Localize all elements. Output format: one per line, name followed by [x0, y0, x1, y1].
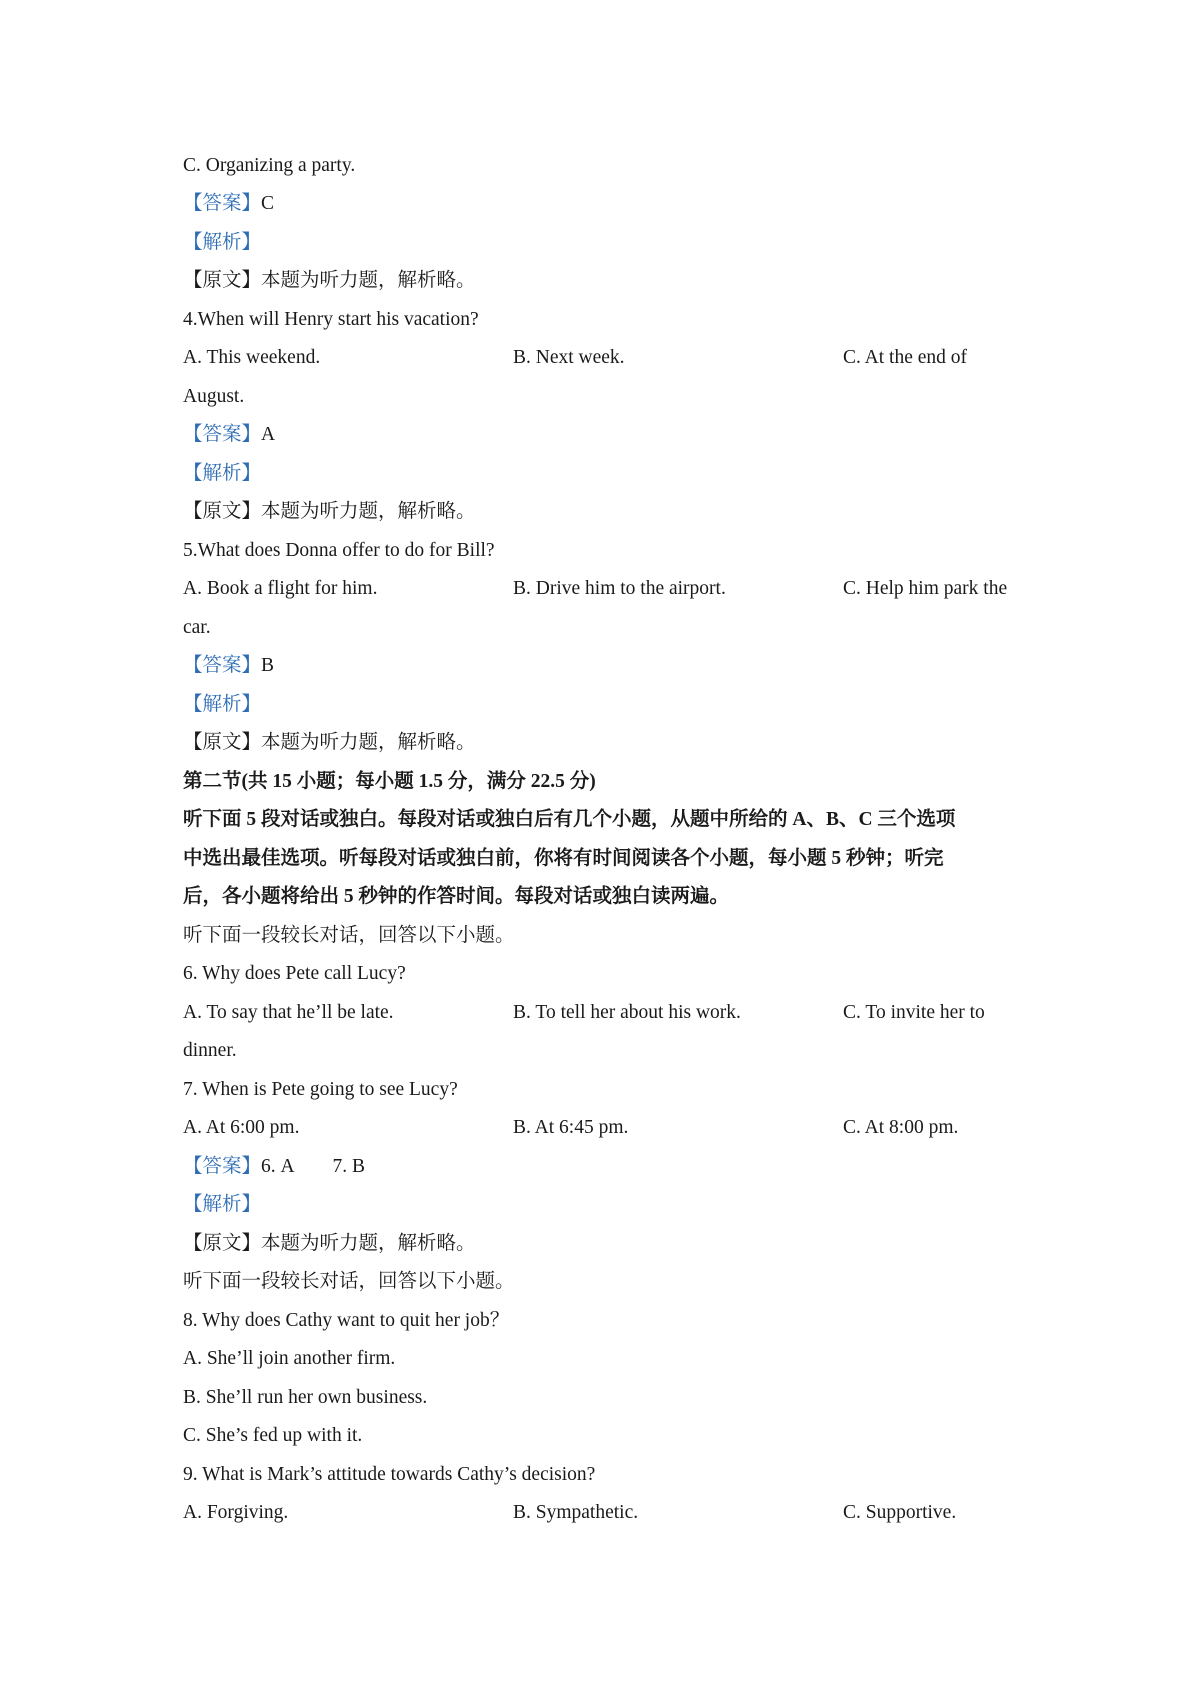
q5-answer-line [183, 653, 274, 679]
q9-option-a: A. Forgiving. [183, 1502, 289, 1523]
q7-question: 7. When is Pete going to see Lucy? [183, 1079, 458, 1100]
q9-option-b: B. Sympathetic. [513, 1502, 639, 1523]
q5-option-b: B. Drive him to the airport. [513, 578, 726, 599]
q5-answer: B [261, 655, 275, 676]
q4-option-c-cont: August. [183, 386, 245, 407]
section2-instruction-2: 中选出最佳选项。听每段对话或独白前，你将有时间阅读各个小题，每小题 5 秒钟；听完 [183, 848, 944, 869]
q6-option-c-cont: dinner. [183, 1040, 237, 1061]
q5-option-a: A. Book a flight for him. [183, 578, 378, 599]
q3-analysis-tag: 【解析】 [183, 232, 262, 253]
q9-option-c: C. Supportive. [843, 1502, 957, 1523]
dialog2-intro: 听下面一段较长对话，回答以下小题。 [183, 1271, 515, 1292]
q5-option-c: C. Help him park the [843, 578, 1008, 599]
answer-tag: 【答案】 [183, 424, 262, 445]
q8-question: 8. Why does Cathy want to quit her job？ [183, 1310, 510, 1331]
q4-question: 4.When will Henry start his vacation? [183, 309, 479, 330]
q4-option-c: C. At the end of [843, 347, 968, 368]
answer-tag: 【答案】 [183, 655, 262, 676]
q7-option-a: A. At 6:00 pm. [183, 1117, 300, 1138]
q6-option-a: A. To say that he’ll be late. [183, 1002, 394, 1023]
dialog1-analysis-tag: 【解析】 [183, 1194, 262, 1215]
q3-source: 【原文】本题为听力题，解析略。 [183, 270, 476, 291]
answer-tag: 【答案】 [183, 193, 262, 214]
section2-instruction-1: 听下面 5 段对话或独白。每段对话或独白后有几个小题，从题中所给的 A、B、C 三个选项 [183, 809, 956, 830]
dialog1-source: 【原文】本题为听力题，解析略。 [183, 1233, 476, 1254]
q4-analysis-tag: 【解析】 [183, 463, 262, 484]
q6-question: 6. Why does Pete call Lucy? [183, 963, 406, 984]
q4-option-a: A. This weekend. [183, 347, 321, 368]
q4-source: 【原文】本题为听力题，解析略。 [183, 501, 476, 522]
q8-option-a: A. She’ll join another firm. [183, 1348, 396, 1369]
q5-option-c-cont: car. [183, 617, 211, 638]
q5-source: 【原文】本题为听力题，解析略。 [183, 732, 476, 753]
q8-option-b: B. She’ll run her own business. [183, 1387, 428, 1408]
q6-option-c: C. To invite her to [843, 1002, 985, 1023]
dialog1-intro: 听下面一段较长对话，回答以下小题。 [183, 925, 515, 946]
section2-heading: 第二节(共 15 小题；每小题 1.5 分，满分 22.5 分) [183, 771, 596, 792]
section2-instruction-3: 后，各小题将给出 5 秒钟的作答时间。每段对话或独白读两遍。 [183, 886, 730, 907]
answer-tag: 【答案】 [183, 1156, 262, 1177]
q3-option-c: C. Organizing a party. [183, 155, 356, 176]
q3-answer-line [183, 191, 274, 217]
q4-answer: A [261, 424, 276, 445]
q4-answer-line [183, 422, 275, 448]
q5-question: 5.What does Donna offer to do for Bill? [183, 540, 495, 561]
dialog1-answer: 6. A 7. B [261, 1156, 366, 1177]
q7-option-b: B. At 6:45 pm. [513, 1117, 629, 1138]
q6-option-b: B. To tell her about his work. [513, 1002, 741, 1023]
q9-question: 9. What is Mark’s attitude towards Cathy’s decision? [183, 1464, 596, 1485]
q7-option-c: C. At 8:00 pm. [843, 1117, 959, 1138]
dialog1-answer-line [183, 1154, 365, 1180]
q5-analysis-tag: 【解析】 [183, 694, 262, 715]
q3-answer: C [261, 193, 275, 214]
q4-option-b: B. Next week. [513, 347, 625, 368]
q8-option-c: C. She’s fed up with it. [183, 1425, 363, 1446]
